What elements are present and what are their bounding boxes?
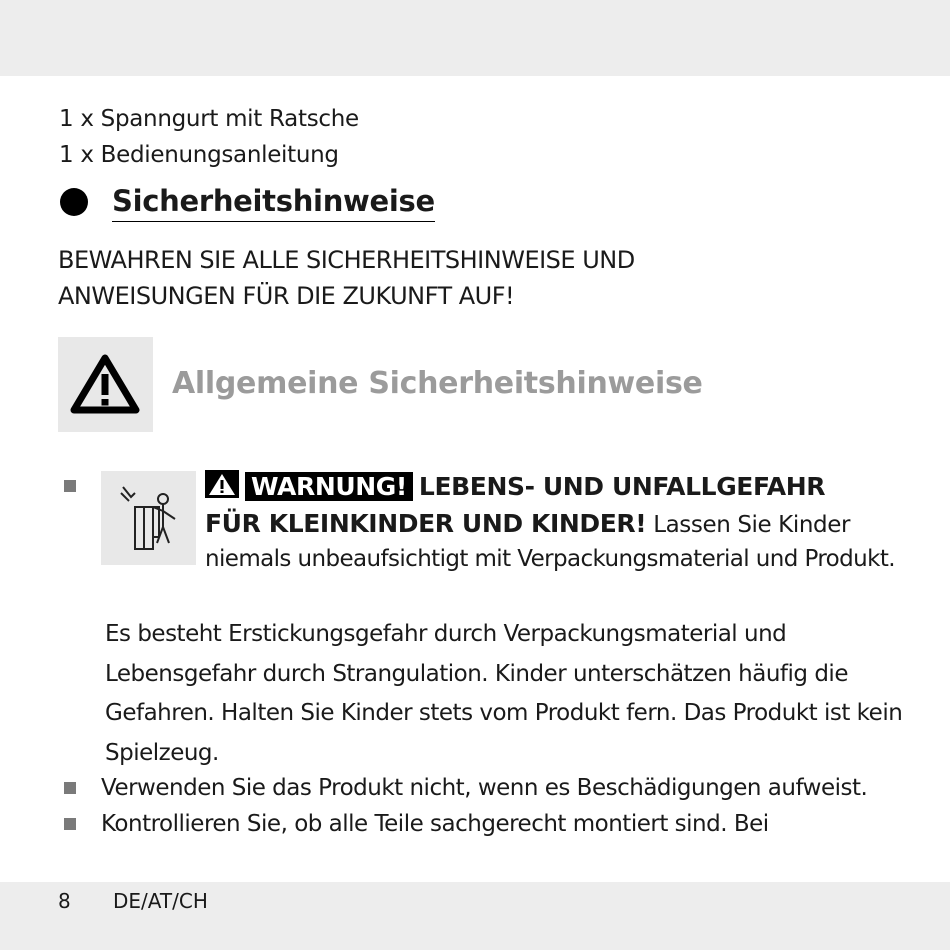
warning-label: WARNUNG! bbox=[245, 472, 413, 501]
warning-triangle-icon bbox=[69, 353, 141, 415]
page-number: 8 bbox=[58, 889, 71, 913]
locale-label: DE/AT/CH bbox=[113, 889, 208, 913]
warning-text-start: Lassen Sie Kinder bbox=[653, 512, 851, 538]
warning-headline-part2: FÜR KLEINKINDER UND KINDER! bbox=[205, 509, 647, 538]
general-safety-title: Allgemeine Sicherheitshinweise bbox=[172, 366, 703, 401]
paragraph-line: Gefahren. Halten Sie Kinder stets vom Produkt fern. Das Produkt ist kein bbox=[105, 700, 903, 727]
bullet-item: Verwenden Sie das Produkt nicht, wenn es Beschädigungen aufweist. bbox=[101, 775, 868, 801]
warning-text-line: niemals unbeaufsichtigt mit Verpackungsmaterial und Produkt. bbox=[205, 546, 895, 572]
keep-instructions-notice bbox=[58, 242, 635, 314]
keep-notice-line: ANWEISUNGEN FÜR DIE ZUKUNFT AUF! bbox=[58, 282, 515, 310]
paragraph-line: Lebensgefahr durch Strangulation. Kinder unterschätzen häufig die bbox=[105, 660, 848, 687]
contents-item: 1 x Spanngurt mit Ratsche bbox=[59, 106, 359, 132]
child-danger-box bbox=[101, 471, 196, 565]
bullet-square-icon bbox=[64, 818, 76, 830]
bullet-square-icon bbox=[64, 480, 76, 492]
section-title: Sicherheitshinweise bbox=[112, 182, 435, 222]
warning-small-icon bbox=[205, 470, 239, 498]
bullet-item: Kontrollieren Sie, ob alle Teile sachgerecht montiert sind. Bei bbox=[101, 811, 769, 837]
package-contents-list bbox=[59, 101, 359, 173]
warning-headline bbox=[205, 470, 825, 504]
paragraph-line: Spielzeug. bbox=[105, 740, 219, 767]
warning-headline-part1: LEBENS- UND UNFALLGEFAHR bbox=[418, 472, 826, 501]
child-danger-icon bbox=[115, 481, 181, 555]
warning-line bbox=[205, 507, 850, 542]
section-bullet-icon bbox=[60, 188, 88, 216]
top-band bbox=[0, 0, 950, 76]
paragraph-line: Es besteht Erstickungsgefahr durch Verpackungsmaterial und bbox=[105, 621, 787, 647]
bullet-square-icon bbox=[64, 782, 76, 794]
warning-triangle-box bbox=[58, 337, 153, 432]
warning-paragraph bbox=[105, 615, 902, 774]
keep-notice-line: BEWAHREN SIE ALLE SICHERHEITSHINWEISE UND bbox=[58, 246, 635, 274]
contents-item: 1 x Bedienungsanleitung bbox=[59, 142, 339, 168]
